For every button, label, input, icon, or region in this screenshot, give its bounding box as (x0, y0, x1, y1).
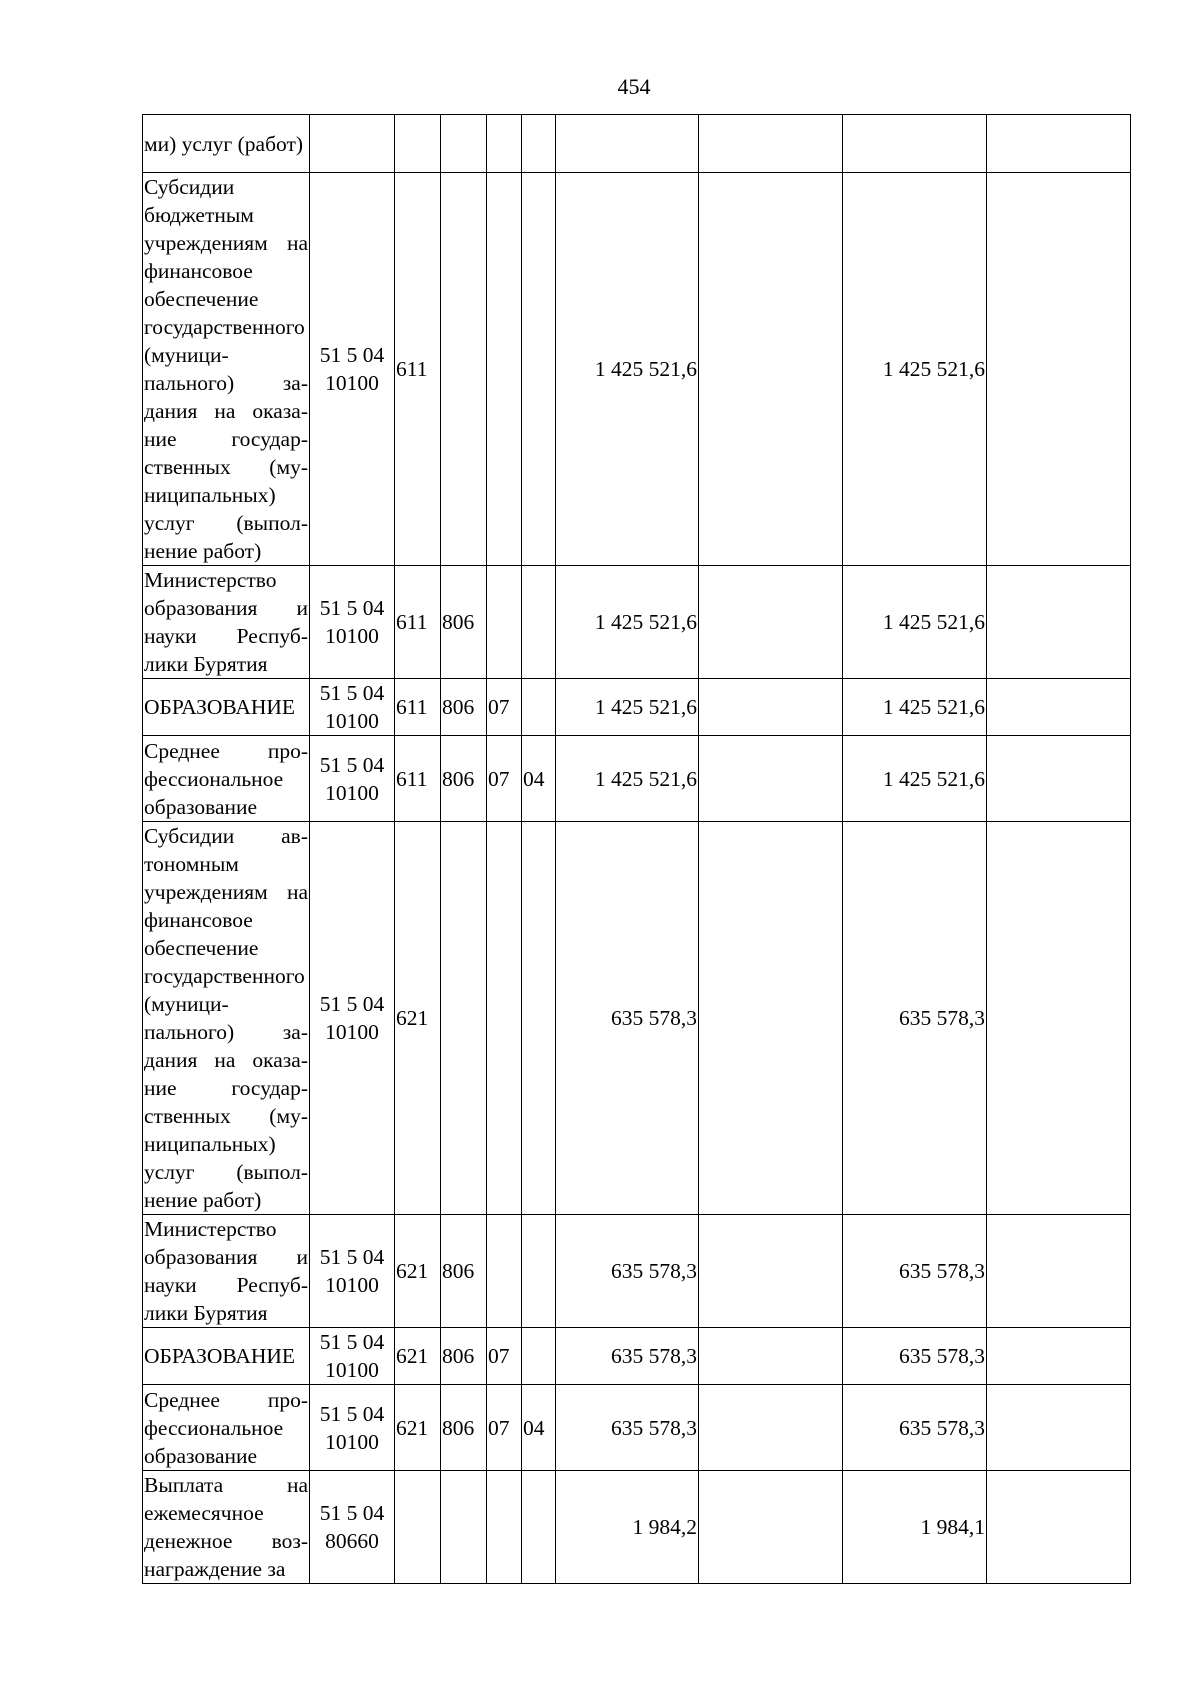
subsection-code (522, 115, 556, 173)
administrator-code: 806 (441, 1385, 487, 1471)
amount-1: 1 425 521,6 (556, 736, 699, 822)
amount-2 (699, 1471, 843, 1584)
expense-type-code: 621 (395, 1215, 441, 1328)
section-code: 07 (487, 736, 522, 822)
amount-4 (987, 566, 1131, 679)
expense-type-code: 621 (395, 1385, 441, 1471)
subsection-code: 04 (522, 1385, 556, 1471)
expense-type-code (395, 1471, 441, 1584)
table-row (143, 173, 1131, 566)
table-row (143, 679, 1131, 736)
administrator-code (441, 115, 487, 173)
section-code: 07 (487, 1385, 522, 1471)
section-code (487, 173, 522, 566)
subsection-code (522, 822, 556, 1215)
table-row (143, 822, 1131, 1215)
administrator-code: 806 (441, 1328, 487, 1385)
amount-3: 635 578,3 (843, 1328, 987, 1385)
row-name: Министерство образования и науки Республики Бурятия (143, 1215, 310, 1328)
amount-2 (699, 1385, 843, 1471)
target-article-code: 51 5 04 10100 (310, 566, 395, 679)
section-code (487, 1471, 522, 1584)
row-name: Среднее профессиональное образование (143, 736, 310, 822)
amount-4 (987, 679, 1131, 736)
subsection-code (522, 566, 556, 679)
target-article-code (310, 115, 395, 173)
target-article-code: 51 5 04 10100 (310, 1215, 395, 1328)
amount-2 (699, 173, 843, 566)
amount-1: 635 578,3 (556, 1328, 699, 1385)
amount-4 (987, 1385, 1131, 1471)
amount-1: 635 578,3 (556, 1215, 699, 1328)
row-name: Среднее профессиональное образование (143, 1385, 310, 1471)
subsection-code (522, 1471, 556, 1584)
administrator-code: 806 (441, 566, 487, 679)
table-row (143, 1385, 1131, 1471)
administrator-code (441, 1471, 487, 1584)
amount-4 (987, 173, 1131, 566)
amount-3: 635 578,3 (843, 822, 987, 1215)
table-row (143, 736, 1131, 822)
amount-4 (987, 822, 1131, 1215)
amount-3: 1 984,1 (843, 1471, 987, 1584)
section-code (487, 1215, 522, 1328)
amount-2 (699, 115, 843, 173)
table-row (143, 1215, 1131, 1328)
subsection-code (522, 679, 556, 736)
expense-type-code: 611 (395, 736, 441, 822)
row-name: ОБРАЗОВАНИЕ (143, 1328, 310, 1385)
expense-type-code: 621 (395, 1328, 441, 1385)
amount-2 (699, 1328, 843, 1385)
administrator-code: 806 (441, 736, 487, 822)
table-row (143, 1471, 1131, 1584)
section-code (487, 822, 522, 1215)
amount-1: 1 984,2 (556, 1471, 699, 1584)
expense-type-code: 611 (395, 173, 441, 566)
amount-2 (699, 566, 843, 679)
page-number: 454 (617, 74, 651, 99)
amount-2 (699, 1215, 843, 1328)
expense-type-code: 611 (395, 566, 441, 679)
amount-2 (699, 822, 843, 1215)
row-name: Министерство образования и науки Республики Бурятия (143, 566, 310, 679)
amount-3: 1 425 521,6 (843, 566, 987, 679)
target-article-code: 51 5 04 10100 (310, 173, 395, 566)
amount-1: 635 578,3 (556, 1385, 699, 1471)
target-article-code: 51 5 04 80660 (310, 1471, 395, 1584)
section-code: 07 (487, 679, 522, 736)
administrator-code: 806 (441, 679, 487, 736)
expense-type-code: 621 (395, 822, 441, 1215)
amount-2 (699, 736, 843, 822)
amount-2 (699, 679, 843, 736)
row-name: Субсидии бюджетным учреждениям на финансовое обеспечение государственного (муниципального) задания на оказание государственных (муниципальных) услуг (выполнение работ) (143, 173, 310, 566)
subsection-code (522, 1215, 556, 1328)
amount-1: 1 425 521,6 (556, 566, 699, 679)
table-row (143, 1328, 1131, 1385)
amount-4 (987, 736, 1131, 822)
subsection-code (522, 1328, 556, 1385)
amount-4 (987, 1215, 1131, 1328)
target-article-code: 51 5 04 10100 (310, 822, 395, 1215)
amount-4 (987, 115, 1131, 173)
amount-3: 1 425 521,6 (843, 679, 987, 736)
expense-type-code (395, 115, 441, 173)
administrator-code (441, 822, 487, 1215)
section-code: 07 (487, 1328, 522, 1385)
target-article-code: 51 5 04 10100 (310, 679, 395, 736)
amount-1 (556, 115, 699, 173)
amount-3: 1 425 521,6 (843, 736, 987, 822)
target-article-code: 51 5 04 10100 (310, 1328, 395, 1385)
row-name: Выплата на ежемесячное денежное вознаграждение за (143, 1471, 310, 1584)
amount-4 (987, 1471, 1131, 1584)
amount-1: 635 578,3 (556, 822, 699, 1215)
amount-3: 635 578,3 (843, 1385, 987, 1471)
row-name: ОБРАЗОВАНИЕ (143, 679, 310, 736)
row-name: Субсидии автономным учреждениям на финансовое обеспечение государственного (муниципального) задания на оказание государственных (муниципальных) услуг (выполнение работ) (143, 822, 310, 1215)
subsection-code: 04 (522, 736, 556, 822)
section-code (487, 115, 522, 173)
amount-3: 635 578,3 (843, 1215, 987, 1328)
amount-4 (987, 1328, 1131, 1385)
target-article-code: 51 5 04 10100 (310, 736, 395, 822)
row-name: ми) услуг (работ) (143, 115, 310, 173)
amount-1: 1 425 521,6 (556, 679, 699, 736)
expense-type-code: 611 (395, 679, 441, 736)
target-article-code: 51 5 04 10100 (310, 1385, 395, 1471)
amount-1: 1 425 521,6 (556, 173, 699, 566)
amount-3 (843, 115, 987, 173)
administrator-code (441, 173, 487, 566)
table-row (143, 115, 1131, 173)
administrator-code: 806 (441, 1215, 487, 1328)
budget-table (142, 114, 1131, 1584)
amount-3: 1 425 521,6 (843, 173, 987, 566)
section-code (487, 566, 522, 679)
table-row (143, 566, 1131, 679)
subsection-code (522, 173, 556, 566)
